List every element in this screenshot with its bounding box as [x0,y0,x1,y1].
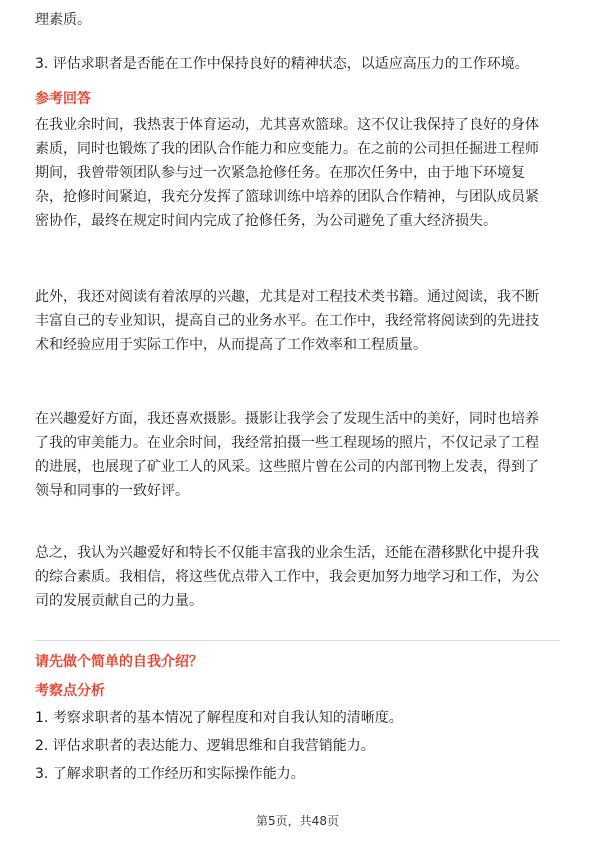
answer-paragraph-1: 在我业余时间，我热衷于体育运动，尤其喜欢篮球。这不仅让我保持了良好的身体 素质，同时也锻炼了我的团队合作能力和应变能力。在之前的公司担任掘进工程师 期间，我曾带领团队参与过一次紧急抢修任务。在那次任务中，由于地下环境复 杂，抢修时间紧迫，我充分发挥了篮球训练中培养的团队合作精神，与团队成员紧 密协作，最终在规定时间内完成了抢修任务，为公司避免了重大经济损失。 [35,117,539,229]
analysis-item-3: 3. 了解求职者的工作经历和实际操作能力。 [35,766,305,782]
question-title: 请先做个简单的自我介绍？ [35,654,203,670]
analysis-item-1: 1. 考察求职者的基本情况了解程度和对自我认知的清晰度。 [35,710,403,726]
assessment-item-3: 3. 评估求职者是否能在工作中保持良好的精神状态，以适应高压力的工作环境。 [35,56,529,72]
answer-paragraph-4: 总之，我认为兴趣爱好和特长不仅能丰富我的业余生活，还能在潜移默化中提升我 的综合素质。我相信，将这些优点带入工作中，我会更加努力地学习和工作，为公 司的发展贡献自己的力量。 [35,545,539,609]
analysis-item-2: 2. 评估求职者的表达能力、逻辑思维和自我营销能力。 [35,738,375,754]
section-divider [35,640,560,641]
page-number: 第5页，共48页 [256,814,339,828]
continued-text: 理素质。 [35,12,91,28]
reference-answer-heading: 参考回答 [35,91,91,107]
answer-paragraph-2: 此外，我还对阅读有着浓厚的兴趣，尤其是对工程技术类书籍。通过阅读，我不断 丰富自己的专业知识，提高自己的业务水平。在工作中，我经常将阅读到的先进技 术和经验应用于实际工作中，从而提高了工作效率和工程质量。 [35,289,539,353]
analysis-heading: 考察点分析 [35,683,105,699]
answer-paragraph-3: 在兴趣爱好方面，我还喜欢摄影。摄影让我学会了发现生活中的美好，同时也培养 了我的审美能力。在业余时间，我经常拍摄一些工程现场的照片，不仅记录了工程 的进展，也展现了矿业工人的风采。这些照片曾在公司的内部刊物上发表，得到了 领导和同事的一致好评。 [35,411,539,499]
